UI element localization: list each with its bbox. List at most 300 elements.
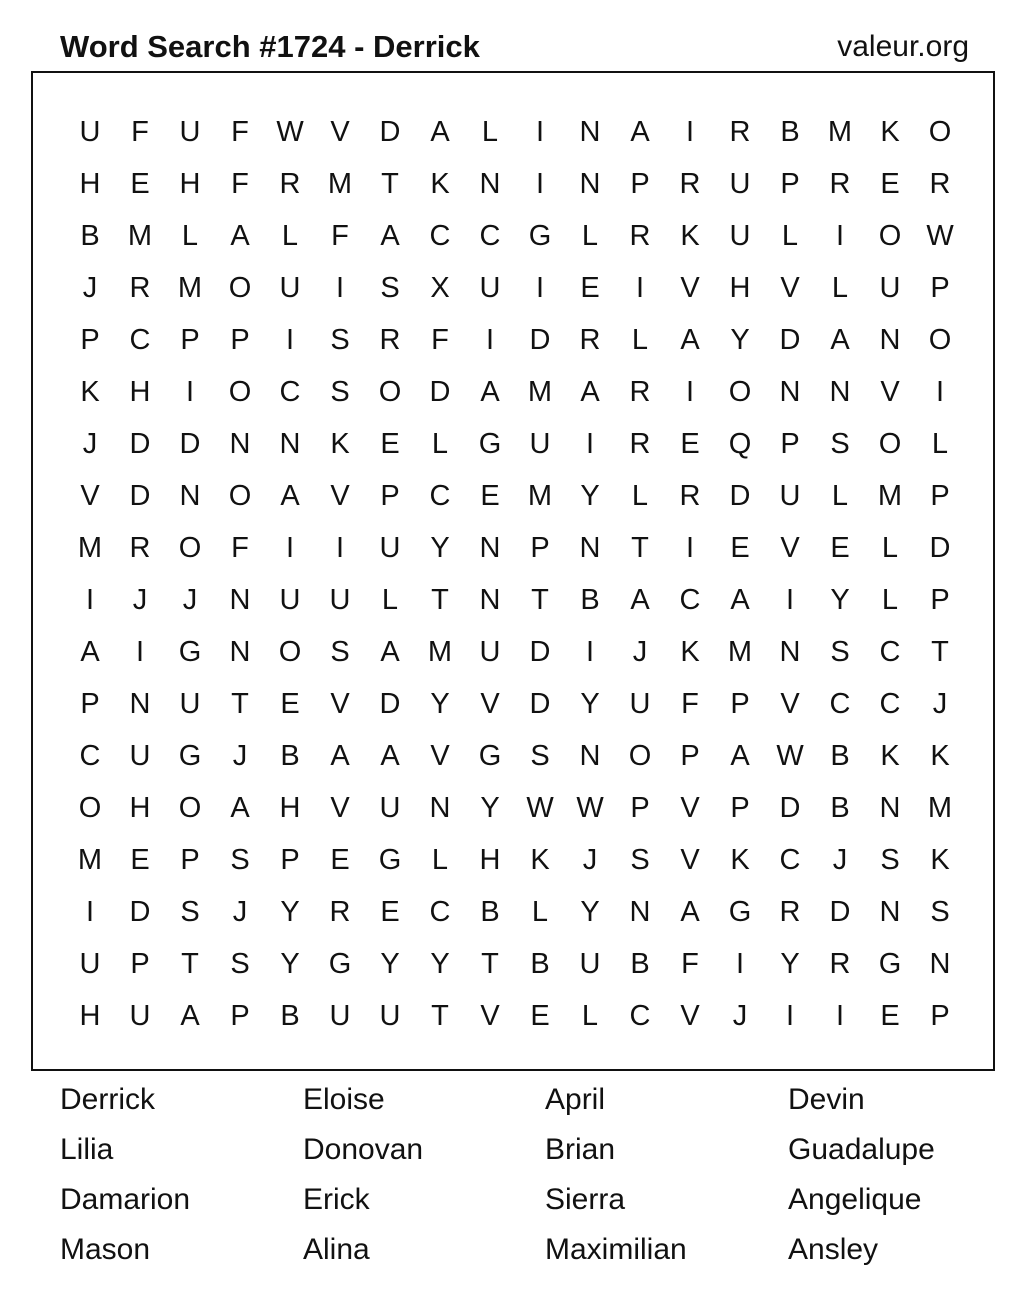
grid-letter: I: [685, 116, 695, 148]
grid-letter: P: [80, 324, 100, 356]
grid-letter: G: [728, 896, 752, 928]
grid-letter: V: [480, 688, 500, 720]
grid-letter: U: [179, 116, 201, 148]
grid-letter: N: [479, 532, 501, 564]
grid-letter: S: [930, 896, 950, 928]
grid-letter: G: [478, 428, 502, 460]
grid-letter: M: [177, 272, 203, 304]
grid-letter: P: [930, 480, 950, 512]
site-name: valeur.org: [837, 30, 969, 63]
grid-letter: V: [330, 792, 350, 824]
grid-letter: B: [280, 740, 300, 772]
grid-letter: M: [827, 116, 853, 148]
grid-letter: P: [530, 532, 550, 564]
grid-letter: N: [229, 584, 251, 616]
grid-letter: T: [481, 948, 499, 980]
grid-letter: D: [729, 480, 751, 512]
grid-letter: G: [878, 948, 902, 980]
grid-letter: E: [380, 896, 400, 928]
grid-letter: D: [129, 480, 151, 512]
grid-letter: N: [579, 532, 601, 564]
word-list-item: Sierra: [545, 1183, 626, 1216]
grid-letter: R: [629, 428, 651, 460]
grid-letter: P: [730, 792, 750, 824]
grid-letter: A: [830, 324, 850, 356]
grid-letter: T: [631, 532, 649, 564]
grid-letter: T: [381, 168, 399, 200]
grid-letter: C: [779, 844, 801, 876]
grid-letter: D: [529, 636, 551, 668]
grid-letter: R: [829, 948, 851, 980]
grid-letter: D: [129, 428, 151, 460]
grid-letter: E: [130, 168, 150, 200]
grid-letter: C: [129, 324, 151, 356]
word-list-item: Alina: [303, 1233, 370, 1266]
grid-letter: D: [929, 532, 951, 564]
grid-letter: D: [779, 792, 801, 824]
grid-letter: C: [429, 220, 451, 252]
grid-letter: O: [928, 116, 952, 148]
grid-letter: V: [880, 376, 900, 408]
word-list: [60, 1083, 1030, 1300]
grid-letter: B: [830, 792, 850, 824]
grid-letter: N: [579, 740, 601, 772]
grid-letter: Y: [480, 792, 500, 824]
grid-letter: R: [379, 324, 401, 356]
grid-letter: C: [429, 480, 451, 512]
grid-letter: I: [735, 948, 745, 980]
grid-letter: H: [179, 168, 201, 200]
grid-letter: O: [178, 532, 202, 564]
grid-letter: B: [780, 116, 800, 148]
grid-letter: I: [285, 324, 295, 356]
grid-letter: O: [228, 376, 252, 408]
grid-letter: D: [379, 116, 401, 148]
grid-letter: L: [531, 896, 549, 928]
grid-letter: S: [830, 428, 850, 460]
grid-letter: N: [779, 636, 801, 668]
grid-letter: C: [279, 376, 301, 408]
grid-letter: M: [877, 480, 903, 512]
grid-letter: V: [680, 272, 700, 304]
grid-letter: O: [928, 324, 952, 356]
grid-letter: L: [431, 428, 449, 460]
grid-letter: E: [580, 272, 600, 304]
grid-letter: A: [280, 480, 300, 512]
grid-letter: D: [179, 428, 201, 460]
grid-letter: P: [180, 324, 200, 356]
grid-letter: A: [230, 220, 250, 252]
grid-letter: L: [631, 324, 649, 356]
grid-letter: U: [279, 272, 301, 304]
grid-letter: E: [880, 168, 900, 200]
grid-letter: G: [178, 636, 202, 668]
grid-letter: M: [327, 168, 353, 200]
grid-letter: V: [330, 688, 350, 720]
grid-letter: I: [685, 376, 695, 408]
grid-letter: K: [880, 740, 900, 772]
word-list-item: Devin: [788, 1083, 865, 1116]
grid-letter: M: [527, 480, 553, 512]
grid-letter: D: [529, 688, 551, 720]
grid-letter: I: [835, 220, 845, 252]
grid-letter: W: [526, 792, 554, 824]
grid-letter: I: [535, 116, 545, 148]
grid-letter: M: [427, 636, 453, 668]
grid-letter: V: [780, 532, 800, 564]
word-list-item: Guadalupe: [788, 1133, 935, 1166]
grid-letter: U: [479, 636, 501, 668]
grid-letter: E: [530, 1000, 550, 1032]
grid-letter: E: [480, 480, 500, 512]
grid-letter: V: [330, 116, 350, 148]
grid-letter: M: [927, 792, 953, 824]
grid-letter: S: [880, 844, 900, 876]
grid-letter: I: [635, 272, 645, 304]
grid-letter: K: [80, 376, 100, 408]
grid-letter: T: [931, 636, 949, 668]
grid-letter: L: [831, 272, 849, 304]
grid-letter: I: [85, 896, 95, 928]
grid-letter: U: [379, 1000, 401, 1032]
grid-letter: O: [228, 272, 252, 304]
word-list-item: Derrick: [60, 1083, 155, 1116]
grid-letter: I: [585, 636, 595, 668]
grid-letter: I: [935, 376, 945, 408]
grid-letter: L: [481, 116, 499, 148]
grid-letter: N: [879, 324, 901, 356]
grid-letter: K: [680, 636, 700, 668]
grid-letter: F: [431, 324, 449, 356]
grid-letter: E: [280, 688, 300, 720]
grid-letter: U: [179, 688, 201, 720]
grid-letter: T: [531, 584, 549, 616]
grid-letter: I: [135, 636, 145, 668]
grid-letter: D: [779, 324, 801, 356]
grid-letter: R: [129, 532, 151, 564]
grid-letter: O: [378, 376, 402, 408]
grid-letter: C: [879, 636, 901, 668]
grid-letter: E: [830, 532, 850, 564]
grid-letter: Y: [280, 896, 300, 928]
grid-letter: G: [178, 740, 202, 772]
word-list-item: Lilia: [60, 1133, 114, 1166]
grid-letter: R: [279, 168, 301, 200]
grid-letter: J: [82, 428, 98, 460]
grid-letter: P: [730, 688, 750, 720]
grid-letter: C: [479, 220, 501, 252]
grid-letter: A: [480, 376, 500, 408]
grid-letter: P: [780, 168, 800, 200]
grid-letter: S: [180, 896, 200, 928]
grid-letter: C: [679, 584, 701, 616]
grid-letter: J: [82, 272, 98, 304]
grid-letter: S: [380, 272, 400, 304]
grid-letter: R: [329, 896, 351, 928]
grid-letter: S: [830, 636, 850, 668]
grid-letter: H: [479, 844, 501, 876]
grid-letter: B: [630, 948, 650, 980]
grid-letter: L: [881, 532, 899, 564]
grid-letter: A: [730, 584, 750, 616]
grid-letter: D: [829, 896, 851, 928]
grid-letter: T: [431, 584, 449, 616]
grid-letter: A: [680, 324, 700, 356]
grid-letter: R: [129, 272, 151, 304]
grid-letter: Y: [280, 948, 300, 980]
grid-letter: K: [530, 844, 550, 876]
grid-letter: N: [829, 376, 851, 408]
grid-letter: R: [629, 220, 651, 252]
grid-letter: B: [580, 584, 600, 616]
grid-letter: P: [780, 428, 800, 460]
word-list-item: Erick: [303, 1183, 370, 1216]
grid-letter: O: [78, 792, 102, 824]
grid-letter: G: [328, 948, 352, 980]
grid-letter: N: [179, 480, 201, 512]
grid-letter: I: [335, 272, 345, 304]
grid-letter: C: [829, 688, 851, 720]
word-list-item: Ansley: [788, 1233, 879, 1266]
grid-letter: K: [880, 116, 900, 148]
grid-letter: O: [178, 792, 202, 824]
grid-letter: F: [131, 116, 149, 148]
grid-letter: P: [930, 1000, 950, 1032]
grid-letter: B: [80, 220, 100, 252]
grid-letter: G: [378, 844, 402, 876]
grid-letter: E: [680, 428, 700, 460]
grid-letter: U: [729, 168, 751, 200]
grid-letter: K: [430, 168, 450, 200]
grid-letter: N: [479, 584, 501, 616]
grid-letter: U: [379, 792, 401, 824]
grid-letter: D: [129, 896, 151, 928]
grid-letter: R: [829, 168, 851, 200]
word-list-item: Eloise: [303, 1083, 385, 1116]
grid-letter: P: [230, 324, 250, 356]
grid-letter: J: [232, 740, 248, 772]
grid-letter: N: [579, 168, 601, 200]
grid-letter: L: [581, 220, 599, 252]
grid-letter: X: [430, 272, 450, 304]
grid-letter: A: [380, 636, 400, 668]
grid-letter: S: [330, 324, 350, 356]
grid-letter: I: [835, 1000, 845, 1032]
grid-letter: H: [79, 1000, 101, 1032]
grid-letter: M: [77, 844, 103, 876]
grid-letter: B: [530, 948, 550, 980]
grid-letter: W: [926, 220, 954, 252]
grid-letter: H: [279, 792, 301, 824]
grid-letter: U: [129, 740, 151, 772]
grid-letter: U: [279, 584, 301, 616]
grid-letter: L: [781, 220, 799, 252]
word-list-item: Damarion: [60, 1183, 191, 1216]
grid-letter: I: [785, 584, 795, 616]
grid-letter: N: [129, 688, 151, 720]
grid-letter: M: [527, 376, 553, 408]
grid-letter: J: [582, 844, 598, 876]
grid-letter: V: [680, 1000, 700, 1032]
grid-letter: R: [779, 896, 801, 928]
grid-letter: U: [879, 272, 901, 304]
grid-letter: L: [881, 584, 899, 616]
grid-letter: N: [929, 948, 951, 980]
grid-letter: I: [335, 532, 345, 564]
grid-letter: R: [579, 324, 601, 356]
grid-letter: U: [579, 948, 601, 980]
grid-letter: V: [780, 272, 800, 304]
grid-letter: U: [379, 532, 401, 564]
grid-letter: A: [630, 584, 650, 616]
grid-letter: A: [330, 740, 350, 772]
grid-letter: U: [529, 428, 551, 460]
grid-letter: K: [930, 844, 950, 876]
grid-letter: F: [231, 168, 249, 200]
grid-letter: F: [681, 948, 699, 980]
grid-letter: S: [330, 376, 350, 408]
grid-letter: J: [132, 584, 148, 616]
grid-letter: E: [330, 844, 350, 876]
grid-letter: O: [878, 220, 902, 252]
grid-letter: K: [730, 844, 750, 876]
grid-letter: V: [330, 480, 350, 512]
grid-letter: H: [129, 792, 151, 824]
word-list-item: Donovan: [303, 1133, 424, 1166]
grid-letter: A: [80, 636, 100, 668]
grid-letter: I: [585, 428, 595, 460]
grid-letter: S: [230, 844, 250, 876]
grid-letter: A: [380, 220, 400, 252]
grid-letter: E: [380, 428, 400, 460]
grid-letter: P: [230, 1000, 250, 1032]
grid-letter: A: [180, 1000, 200, 1032]
grid-letter: U: [729, 220, 751, 252]
grid-letter: U: [329, 584, 351, 616]
grid-letter: S: [230, 948, 250, 980]
grid-letter: K: [680, 220, 700, 252]
grid-letter: H: [79, 168, 101, 200]
grid-letter: V: [680, 844, 700, 876]
grid-letter: L: [831, 480, 849, 512]
grid-letter: W: [776, 740, 804, 772]
letter-grid: [33, 73, 993, 1069]
word-list-item: Maximilian: [545, 1233, 687, 1266]
grid-letter: O: [628, 740, 652, 772]
grid-letter: A: [730, 740, 750, 772]
grid-letter: T: [431, 1000, 449, 1032]
grid-letter: Y: [430, 948, 450, 980]
grid-letter: G: [478, 740, 502, 772]
grid-letter: N: [229, 636, 251, 668]
grid-letter: O: [728, 376, 752, 408]
grid-letter: N: [629, 896, 651, 928]
grid-letter: N: [279, 428, 301, 460]
grid-letter: C: [629, 1000, 651, 1032]
grid-letter: U: [479, 272, 501, 304]
grid-letter: R: [729, 116, 751, 148]
grid-letter: Y: [580, 480, 600, 512]
grid-letter: G: [528, 220, 552, 252]
grid-letter: B: [830, 740, 850, 772]
grid-letter: T: [181, 948, 199, 980]
grid-letter: B: [280, 1000, 300, 1032]
grid-letter: V: [80, 480, 100, 512]
grid-letter: T: [231, 688, 249, 720]
grid-letter: J: [632, 636, 648, 668]
puzzle-grid-box: [31, 71, 995, 1071]
grid-letter: O: [878, 428, 902, 460]
grid-letter: L: [931, 428, 949, 460]
grid-letter: P: [130, 948, 150, 980]
grid-letter: S: [630, 844, 650, 876]
grid-letter: P: [80, 688, 100, 720]
grid-letter: A: [580, 376, 600, 408]
grid-letter: Y: [730, 324, 750, 356]
grid-letter: A: [430, 116, 450, 148]
grid-letter: C: [879, 688, 901, 720]
grid-letter: E: [730, 532, 750, 564]
grid-letter: L: [381, 584, 399, 616]
grid-letter: V: [430, 740, 450, 772]
grid-letter: L: [281, 220, 299, 252]
grid-letter: M: [127, 220, 153, 252]
grid-letter: N: [229, 428, 251, 460]
grid-letter: A: [630, 116, 650, 148]
grid-letter: P: [280, 844, 300, 876]
grid-letter: R: [679, 480, 701, 512]
grid-letter: M: [727, 636, 753, 668]
grid-letter: N: [879, 792, 901, 824]
grid-letter: P: [630, 168, 650, 200]
grid-letter: B: [480, 896, 500, 928]
grid-letter: N: [479, 168, 501, 200]
grid-letter: Q: [728, 428, 752, 460]
grid-letter: N: [879, 896, 901, 928]
grid-letter: I: [535, 272, 545, 304]
grid-letter: J: [832, 844, 848, 876]
grid-letter: R: [679, 168, 701, 200]
grid-letter: Y: [580, 688, 600, 720]
grid-letter: F: [331, 220, 349, 252]
grid-letter: S: [330, 636, 350, 668]
grid-letter: I: [185, 376, 195, 408]
grid-letter: N: [779, 376, 801, 408]
grid-letter: A: [230, 792, 250, 824]
grid-letter: U: [329, 1000, 351, 1032]
grid-letter: L: [181, 220, 199, 252]
grid-letter: U: [79, 948, 101, 980]
grid-letter: O: [278, 636, 302, 668]
word-list-item: Mason: [60, 1233, 151, 1266]
grid-letter: A: [380, 740, 400, 772]
grid-letter: O: [228, 480, 252, 512]
grid-letter: Y: [580, 896, 600, 928]
grid-letter: F: [231, 116, 249, 148]
grid-letter: H: [129, 376, 151, 408]
grid-letter: E: [130, 844, 150, 876]
grid-letter: V: [680, 792, 700, 824]
grid-letter: P: [930, 272, 950, 304]
grid-letter: N: [579, 116, 601, 148]
grid-letter: D: [529, 324, 551, 356]
grid-letter: U: [629, 688, 651, 720]
grid-letter: L: [431, 844, 449, 876]
grid-letter: J: [932, 688, 948, 720]
grid-letter: C: [429, 896, 451, 928]
grid-letter: P: [680, 740, 700, 772]
grid-letter: M: [77, 532, 103, 564]
